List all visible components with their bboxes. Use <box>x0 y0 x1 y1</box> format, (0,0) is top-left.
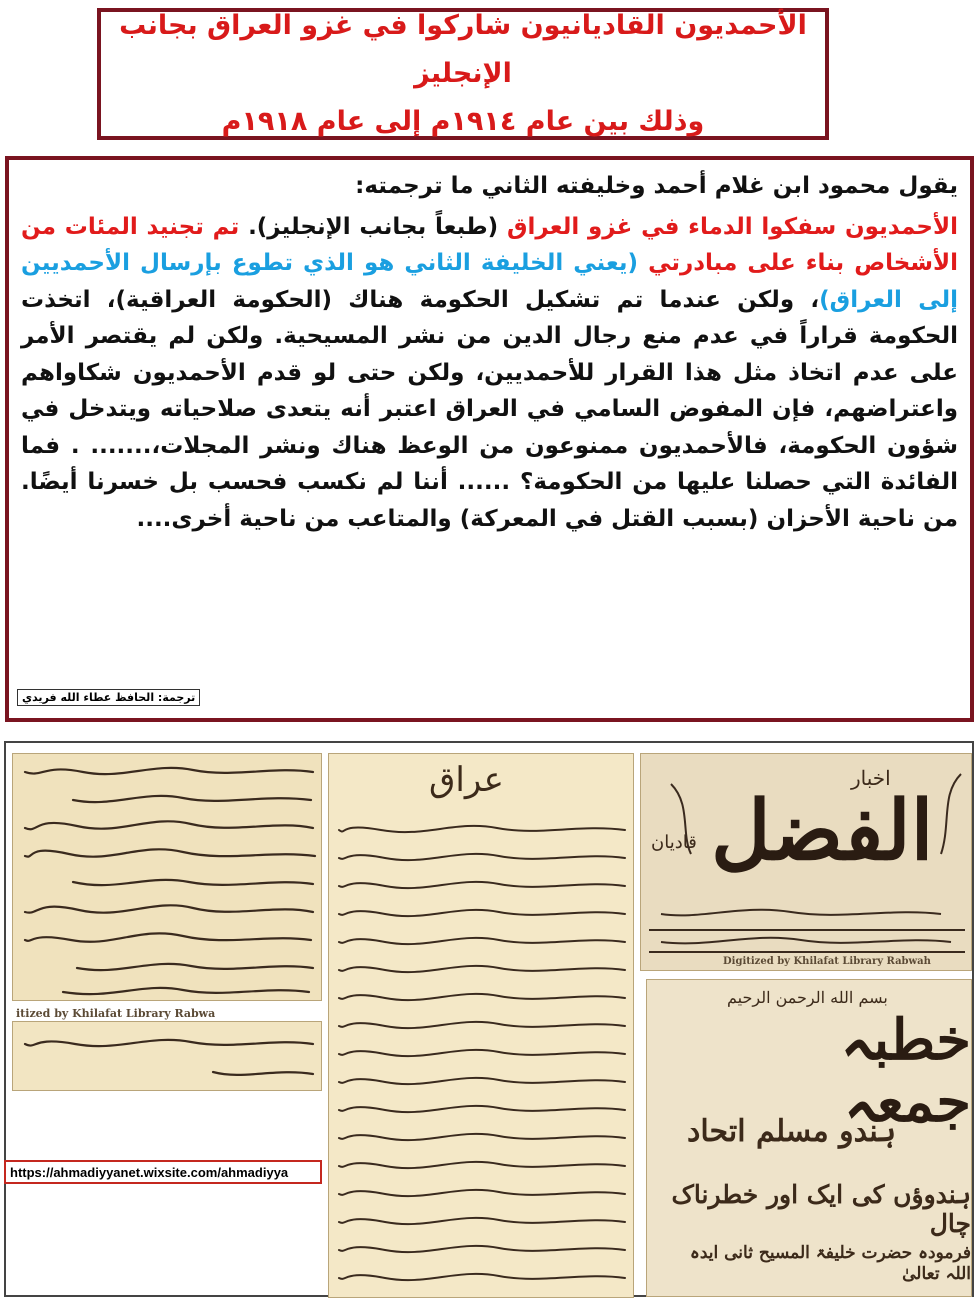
alfazl-top-label: اخبار <box>851 766 891 790</box>
khutba-line-1: ہندو مسلم اتحاد <box>687 1114 897 1149</box>
scan-iraq <box>328 753 634 1298</box>
handwriting-lines-left-bottom <box>13 1022 322 1091</box>
red-sentence-1: الأحمديون سفكوا الدماء في غزو العراق <box>506 213 958 240</box>
scan-left-top <box>12 753 322 1001</box>
khutba-line-3: فرمودہ حضرت خلیفۃ المسیح ثانی ایدہ اللہ تعالیٰ <box>689 1243 971 1284</box>
alfazl-sub-label: قادیان <box>651 832 697 853</box>
title-line-1: الأحمديون القاديانيون شاركوا في غزو العراق بجانب الإنجليز <box>119 10 807 89</box>
iraq-heading: عراق <box>429 760 504 800</box>
title-line-2: وذلك بين عام ١٩١٤م إلى عام ١٩١٨م <box>221 106 705 137</box>
title-box <box>97 8 829 140</box>
translation-text <box>21 168 958 537</box>
intro-line: يقول محمود ابن غلام أحمد وخليفته الثاني ما ترجمته: <box>355 173 958 199</box>
scan-alfazl <box>640 753 972 971</box>
translation-paragraph <box>21 209 958 538</box>
handwriting-lines-iraq <box>329 754 634 1298</box>
khutba-heading: خطبہ جمعہ <box>840 1007 971 1135</box>
alfazl-masthead: الفضل <box>711 783 934 879</box>
scan-khutba <box>646 979 972 1297</box>
translator-credit: ترجمة: الحافظ عطاء الله فريدي <box>17 689 200 706</box>
handwriting-lines-left-top <box>13 754 322 1001</box>
khutba-bismillah: بسم الله الرحمن الرحيم <box>727 988 888 1007</box>
khutba-line-2: ہندوؤں کی ایک اور خطرناک چال <box>671 1180 971 1238</box>
alfazl-decor <box>641 754 972 971</box>
alfazl-credit: Digitized by Khilafat Library Rabwah <box>723 956 931 967</box>
blue-note: (يعني الخليفة الثاني هو الذي تطوع بإرسال الأحمديين إلى العراق) <box>21 250 958 313</box>
scan-left-bottom <box>12 1021 322 1091</box>
bracket-note-1: (طبعاً بجانب الإنجليز). <box>248 213 499 240</box>
red-sentence-2: تم تجنيد المئات من الأشخاص بناء على مبادرتي <box>21 213 958 276</box>
scan-left-caption: itized by Khilafat Library Rabwa <box>16 1007 216 1020</box>
source-url[interactable]: https://ahmadiyyanet.wixsite.com/ahmadiyya <box>4 1160 322 1184</box>
translation-box <box>5 156 974 722</box>
scans-collage <box>4 741 974 1297</box>
paragraph-rest: ، ولكن عندما تم تشكيل الحكومة هناك (الحكومة العراقية)، اتخذت الحكومة قراراً في عدم منع رجال الدين من نشر المسيحية. ولكن لم يقتصر الأمر على عدم اتخاذ مثل هذا القرار للأحمديين، ولكن حتى لو قدم الأحمديون شكاواهم واعتراضهم، فإن المفوض السامي في العراق اعتبر أنه يتعدى صلاحياته ويتدخل في شؤون الحكومة، فالأحمديون ممنوعون من الوعظ هناك ونشر المجلات،....... . فما الفائدة التي حصلنا عليها من الحكومة؟ ...... أننا لم نكسب فحسب بل خسرنا أيضًا. من ناحية الأحزان (بسبب القتل في المعركة) والمتاعب من ناحية أخرى.... <box>21 286 958 532</box>
